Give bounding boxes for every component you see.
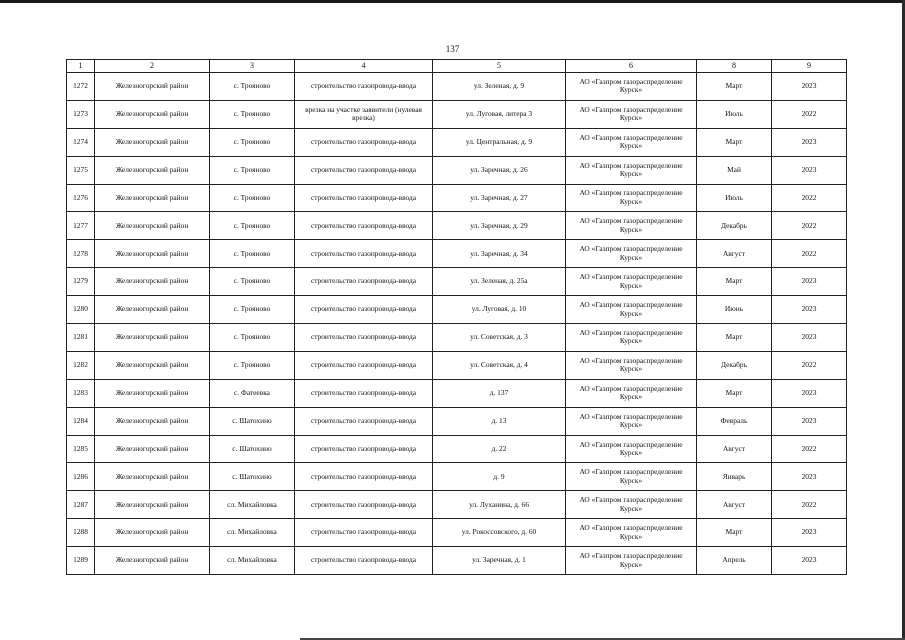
year-cell: 2022: [772, 435, 847, 463]
table-row: [67, 435, 847, 463]
row-number: 1281: [67, 324, 95, 352]
row-number: 1278: [67, 240, 95, 268]
column-header: 2: [95, 60, 210, 73]
locality-cell: с. Трояново: [210, 128, 295, 156]
locality-cell: с. Трояново: [210, 268, 295, 296]
organization-cell: АО «Газпром газораспределение Курск»: [566, 324, 697, 352]
organization-cell: АО «Газпром газораспределение Курск»: [566, 463, 697, 491]
year-cell: 2023: [772, 547, 847, 575]
row-number: 1277: [67, 212, 95, 240]
row-number: 1282: [67, 351, 95, 379]
district-cell: Железногорский район: [95, 100, 210, 128]
locality-cell: с. Трояново: [210, 156, 295, 184]
year-cell: 2022: [772, 212, 847, 240]
year-cell: 2023: [772, 379, 847, 407]
district-cell: Железногорский район: [95, 268, 210, 296]
header-row: [67, 60, 847, 73]
locality-cell: с. Трояново: [210, 296, 295, 324]
address-cell: ул. Заречная, д. 27: [433, 184, 566, 212]
table-row: [67, 407, 847, 435]
address-cell: ул. Заречная, д. 1: [433, 547, 566, 575]
work-type-cell: строительство газопровода-ввода: [295, 296, 433, 324]
district-cell: Железногорский район: [95, 463, 210, 491]
column-header: 4: [295, 60, 433, 73]
year-cell: 2023: [772, 463, 847, 491]
row-number: 1280: [67, 296, 95, 324]
table-row: [67, 128, 847, 156]
year-cell: 2023: [772, 519, 847, 547]
work-type-cell: врезка на участке заявители (нулевая врезка): [295, 100, 433, 128]
row-number: 1279: [67, 268, 95, 296]
address-cell: д. 137: [433, 379, 566, 407]
locality-cell: сл. Михайловка: [210, 547, 295, 575]
table-row: [67, 491, 847, 519]
work-type-cell: строительство газопровода-ввода: [295, 379, 433, 407]
locality-cell: сл. Михайловка: [210, 519, 295, 547]
organization-cell: АО «Газпром газораспределение Курск»: [566, 296, 697, 324]
year-cell: 2022: [772, 240, 847, 268]
month-cell: Июль: [697, 184, 772, 212]
work-type-cell: строительство газопровода-ввода: [295, 324, 433, 352]
address-cell: д. 22: [433, 435, 566, 463]
table-row: [67, 351, 847, 379]
row-number: 1286: [67, 463, 95, 491]
organization-cell: АО «Газпром газораспределение Курск»: [566, 212, 697, 240]
work-type-cell: строительство газопровода-ввода: [295, 491, 433, 519]
address-cell: ул. Центральная, д. 9: [433, 128, 566, 156]
month-cell: Июнь: [697, 296, 772, 324]
locality-cell: с. Фатеевка: [210, 379, 295, 407]
year-cell: 2023: [772, 296, 847, 324]
organization-cell: АО «Газпром газораспределение Курск»: [566, 184, 697, 212]
month-cell: Июль: [697, 100, 772, 128]
organization-cell: АО «Газпром газораспределение Курск»: [566, 491, 697, 519]
work-type-cell: строительство газопровода-ввода: [295, 547, 433, 575]
work-type-cell: строительство газопровода-ввода: [295, 128, 433, 156]
month-cell: Август: [697, 435, 772, 463]
district-cell: Железногорский район: [95, 379, 210, 407]
locality-cell: с. Трояново: [210, 240, 295, 268]
district-cell: Железногорский район: [95, 324, 210, 352]
district-cell: Железногорский район: [95, 519, 210, 547]
year-cell: 2023: [772, 73, 847, 101]
column-header: 5: [433, 60, 566, 73]
organization-cell: АО «Газпром газораспределение Курск»: [566, 351, 697, 379]
month-cell: Март: [697, 519, 772, 547]
year-cell: 2023: [772, 324, 847, 352]
row-number: 1283: [67, 379, 95, 407]
district-cell: Железногорский район: [95, 212, 210, 240]
address-cell: ул. Заречная, д. 26: [433, 156, 566, 184]
column-header: 1: [67, 60, 95, 73]
table-row: [67, 73, 847, 101]
organization-cell: АО «Газпром газораспределение Курск»: [566, 379, 697, 407]
month-cell: Март: [697, 73, 772, 101]
address-cell: ул. Зеленая, д. 25а: [433, 268, 566, 296]
work-type-cell: строительство газопровода-ввода: [295, 463, 433, 491]
district-cell: Железногорский район: [95, 184, 210, 212]
year-cell: 2023: [772, 407, 847, 435]
table-row: [67, 324, 847, 352]
district-cell: Железногорский район: [95, 156, 210, 184]
table-row: [67, 184, 847, 212]
district-cell: Железногорский район: [95, 240, 210, 268]
organization-cell: АО «Газпром газораспределение Курск»: [566, 519, 697, 547]
row-number: 1274: [67, 128, 95, 156]
table-row: [67, 463, 847, 491]
row-number: 1272: [67, 73, 95, 101]
district-cell: Железногорский район: [95, 351, 210, 379]
table-row: [67, 268, 847, 296]
district-cell: Железногорский район: [95, 73, 210, 101]
row-number: 1275: [67, 156, 95, 184]
locality-cell: сл. Михайловка: [210, 491, 295, 519]
work-type-cell: строительство газопровода-ввода: [295, 268, 433, 296]
locality-cell: с. Трояново: [210, 324, 295, 352]
month-cell: Март: [697, 268, 772, 296]
work-type-cell: строительство газопровода-ввода: [295, 351, 433, 379]
month-cell: Февраль: [697, 407, 772, 435]
address-cell: д. 13: [433, 407, 566, 435]
month-cell: Декабрь: [697, 212, 772, 240]
organization-cell: АО «Газпром газораспределение Курск»: [566, 156, 697, 184]
table-row: [67, 212, 847, 240]
address-cell: ул. Заречная, д. 29: [433, 212, 566, 240]
work-type-cell: строительство газопровода-ввода: [295, 519, 433, 547]
month-cell: Март: [697, 379, 772, 407]
address-cell: д. 9: [433, 463, 566, 491]
locality-cell: с. Трояново: [210, 73, 295, 101]
organization-cell: АО «Газпром газораспределение Курск»: [566, 73, 697, 101]
organization-cell: АО «Газпром газораспределение Курск»: [566, 407, 697, 435]
table-row: [67, 519, 847, 547]
month-cell: Август: [697, 491, 772, 519]
address-cell: ул. Советская, д. 3: [433, 324, 566, 352]
row-number: 1276: [67, 184, 95, 212]
district-cell: Железногорский район: [95, 435, 210, 463]
table-body: [67, 73, 847, 575]
row-number: 1273: [67, 100, 95, 128]
address-cell: ул. Луговая, литера 3: [433, 100, 566, 128]
table-row: [67, 296, 847, 324]
month-cell: Март: [697, 128, 772, 156]
address-cell: ул. Советская, д. 4: [433, 351, 566, 379]
table-row: [67, 547, 847, 575]
organization-cell: АО «Газпром газораспределение Курск»: [566, 547, 697, 575]
scan-edge-top: [0, 0, 905, 3]
year-cell: 2023: [772, 128, 847, 156]
year-cell: 2022: [772, 491, 847, 519]
locality-cell: с. Шатохино: [210, 435, 295, 463]
month-cell: Май: [697, 156, 772, 184]
organization-cell: АО «Газпром газораспределение Курск»: [566, 435, 697, 463]
district-cell: Железногорский район: [95, 128, 210, 156]
organization-cell: АО «Газпром газораспределение Курск»: [566, 128, 697, 156]
locality-cell: с. Шатохино: [210, 463, 295, 491]
row-number: 1289: [67, 547, 95, 575]
locality-cell: с. Трояново: [210, 184, 295, 212]
year-cell: 2023: [772, 156, 847, 184]
row-number: 1284: [67, 407, 95, 435]
organization-cell: АО «Газпром газораспределение Курск»: [566, 268, 697, 296]
column-header: 8: [697, 60, 772, 73]
page-number: 137: [445, 44, 460, 54]
work-type-cell: строительство газопровода-ввода: [295, 407, 433, 435]
district-cell: Железногорский район: [95, 491, 210, 519]
table-row: [67, 240, 847, 268]
locality-cell: с. Трояново: [210, 212, 295, 240]
work-type-cell: строительство газопровода-ввода: [295, 73, 433, 101]
year-cell: 2023: [772, 268, 847, 296]
month-cell: Декабрь: [697, 351, 772, 379]
organization-cell: АО «Газпром газораспределение Курск»: [566, 240, 697, 268]
table-row: [67, 379, 847, 407]
month-cell: Март: [697, 324, 772, 352]
registry-table: [66, 59, 847, 575]
column-header: 9: [772, 60, 847, 73]
work-type-cell: строительство газопровода-ввода: [295, 184, 433, 212]
address-cell: ул. Зеленая, д. 9: [433, 73, 566, 101]
row-number: 1285: [67, 435, 95, 463]
address-cell: ул. Луханина, д. 66: [433, 491, 566, 519]
work-type-cell: строительство газопровода-ввода: [295, 212, 433, 240]
table-row: [67, 156, 847, 184]
month-cell: Август: [697, 240, 772, 268]
work-type-cell: строительство газопровода-ввода: [295, 435, 433, 463]
locality-cell: с. Трояново: [210, 100, 295, 128]
district-cell: Железногорский район: [95, 296, 210, 324]
address-cell: ул. Рокоссовского, д. 60: [433, 519, 566, 547]
organization-cell: АО «Газпром газораспределение Курск»: [566, 100, 697, 128]
locality-cell: с. Трояново: [210, 351, 295, 379]
column-header: 3: [210, 60, 295, 73]
table-row: [67, 100, 847, 128]
address-cell: ул. Луговая, д. 10: [433, 296, 566, 324]
district-cell: Железногорский район: [95, 407, 210, 435]
year-cell: 2022: [772, 351, 847, 379]
year-cell: 2022: [772, 184, 847, 212]
work-type-cell: строительство газопровода-ввода: [295, 156, 433, 184]
month-cell: Апрель: [697, 547, 772, 575]
locality-cell: с. Шатохино: [210, 407, 295, 435]
address-cell: ул. Заречная, д. 34: [433, 240, 566, 268]
district-cell: Железногорский район: [95, 547, 210, 575]
row-number: 1288: [67, 519, 95, 547]
work-type-cell: строительство газопровода-ввода: [295, 240, 433, 268]
year-cell: 2022: [772, 100, 847, 128]
month-cell: Январь: [697, 463, 772, 491]
row-number: 1287: [67, 491, 95, 519]
column-header: 6: [566, 60, 697, 73]
